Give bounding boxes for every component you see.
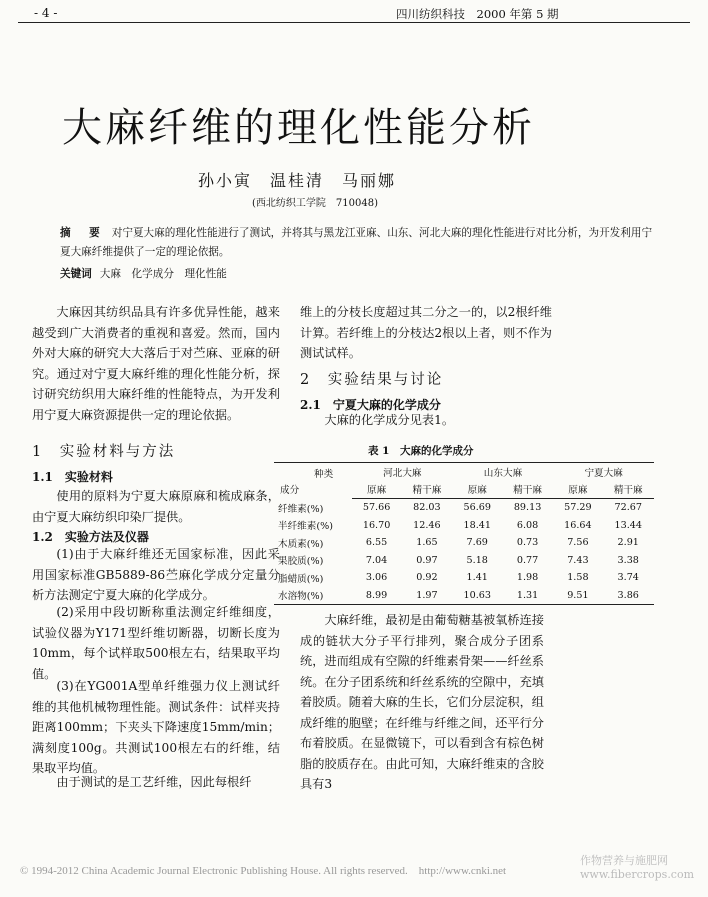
table-cell: 57.66 xyxy=(362,502,391,514)
row-label: 脂蜡质(%) xyxy=(278,573,324,585)
keywords xyxy=(60,266,227,281)
chemical-composition-table xyxy=(274,462,654,605)
row-label: 木质素(%) xyxy=(278,538,324,550)
table-cell: 56.69 xyxy=(463,502,491,514)
site-watermark xyxy=(580,854,694,882)
table-cell: 1.41 xyxy=(466,572,488,584)
watermark-line-1: 作物营养与施肥网 xyxy=(580,854,668,867)
method-paragraph-3: (3)在YG001A型单纤维强力仪上测试纤维的其他机械物理性能。测试条件：试样夹持距离100mm；下夹头下降速度15mm/min；满刻度100g。共测试100根左右的纤维，结果取平均值。 xyxy=(32,679,280,775)
section-2-heading: 2 实验结果与讨论 xyxy=(300,372,444,388)
watermark-line-2: www.fibercrops.com xyxy=(580,868,695,881)
section-1-1-text: 使用的原料为宁夏大麻原麻和梳成麻条，由宁夏大麻纺织印染厂提供。 xyxy=(32,489,280,524)
copyright-footer: © 1994-2012 China Academic Journal Electronic Publishing House. All rights reserved. http://www.cnki.net xyxy=(20,865,507,877)
row-label: 水溶物(%) xyxy=(274,587,352,605)
row-label: 纤维素(%) xyxy=(278,503,324,515)
table-cell: 16.64 xyxy=(564,519,592,531)
sub-header: 原麻 xyxy=(352,481,401,499)
table-cell: 3.86 xyxy=(602,587,654,605)
table-row xyxy=(274,499,654,517)
group-header: 山东大麻 xyxy=(453,463,554,481)
table-cell: 6.55 xyxy=(365,537,388,549)
abstract-label: 摘 要 xyxy=(60,227,104,239)
section-1-2-heading: 1.2 实验方法及仪器 xyxy=(32,530,149,544)
table-cell: 1.98 xyxy=(516,572,539,584)
table-corner xyxy=(274,463,352,499)
table-cell: 5.18 xyxy=(466,554,488,566)
keywords-text: 大麻 化学成分 理化性能 xyxy=(99,268,227,280)
table-cell: 3.74 xyxy=(617,572,639,584)
table-cell: 72.67 xyxy=(614,502,642,514)
continued-paragraph: 维上的分枝长度超过其二分之一的，以2根纤维计算。若纤维上的分枝达2根以上者，则不作为测试试样。 xyxy=(300,305,552,360)
table-cell: 18.41 xyxy=(463,519,491,531)
sub-header: 精干麻 xyxy=(502,481,554,499)
table-cell: 9.51 xyxy=(553,587,602,605)
discussion-paragraph: 大麻纤维，最初是由葡萄糖基被氧桥连接成的链状大分子平行排列，聚合成分子团系统，进而组成有空隙的纤维素骨架——纤丝系统。在分子团系统和纤丝系统的空隙中，充填着胶质。随着大麻的生长，它们分层淀积，组成纤维的胞壁；在纤维与纤维之间，还平行分布着胶质。在显微镜下，可以看到含有棕色树脂的胶质存在。由此可知，大麻纤维束的含胶具有3 xyxy=(300,613,544,791)
table-cell: 0.77 xyxy=(516,554,539,566)
group-header: 宁夏大麻 xyxy=(553,463,654,481)
corner-bottom-label: 成分 xyxy=(280,484,300,496)
table-cell: 12.46 xyxy=(413,519,441,531)
table-row xyxy=(274,534,654,552)
table-caption: 表 1 大麻的化学成分 xyxy=(368,445,474,457)
row-label: 半纤维素(%) xyxy=(278,521,333,533)
table-row xyxy=(274,517,654,535)
method-paragraph-2: (2)采用中段切断称重法测定纤维细度，试验仪器为Y171型纤维切断器，切断长度为10mm，每个试样取500根左右，结果取平均值。 xyxy=(32,605,280,681)
sub-header: 精干麻 xyxy=(401,481,453,499)
section-1-1-heading: 1.1 实验材料 xyxy=(32,470,113,484)
header-rule xyxy=(18,22,690,23)
sub-header: 精干麻 xyxy=(602,481,654,499)
table-cell: 7.43 xyxy=(567,554,589,566)
table-cell: 89.13 xyxy=(513,502,542,514)
article-title: 大麻纤维的理化性能分析 xyxy=(62,105,535,151)
row-label: 果胶质(%) xyxy=(278,556,324,568)
keywords-label: 关键词 xyxy=(60,268,92,280)
table-cell: 10.63 xyxy=(453,587,502,605)
authors: 孙小寅 温桂清 马丽娜 xyxy=(198,171,397,190)
table-cell: 13.44 xyxy=(614,519,642,531)
table-cell: 0.92 xyxy=(416,572,438,584)
table-cell: 82.03 xyxy=(413,502,441,514)
table-cell: 1.65 xyxy=(416,537,438,549)
corner-top-label: 种类 xyxy=(314,468,334,480)
page-number: - 4 - xyxy=(34,6,58,20)
method-paragraph-1: (1)由于大麻纤维还无国家标准，因此采用国家标准GB5889-86苎麻化学成分定量分析方法测定宁夏大麻的化学成分。 xyxy=(32,547,280,602)
intro-paragraph: 大麻因其纺织品具有许多优异性能，越来越受到广大消费者的重视和喜爱。然而，国内外对大麻的研究大大落后于对苎麻、亚麻的研究。通过对宁夏大麻纤维的理化性能分析，探讨研究纺织用大麻纤维的性能特点，为开发利用宁夏大麻资源提供一定的理论依据。 xyxy=(32,305,280,422)
abstract xyxy=(60,224,658,262)
section-2-1-heading: 2.1 宁夏大麻的化学成分 xyxy=(300,398,441,412)
table-cell: 3.06 xyxy=(365,572,388,584)
table-cell: 16.70 xyxy=(362,519,391,531)
table-row xyxy=(274,569,654,587)
sub-header: 原麻 xyxy=(553,481,602,499)
table-row xyxy=(274,587,654,605)
affiliation: (西北纺织工学院 710048) xyxy=(252,198,378,209)
table-cell: 1.31 xyxy=(502,587,554,605)
table-cell: 7.56 xyxy=(567,537,589,549)
table-cell: 3.38 xyxy=(617,554,639,566)
table-cell: 7.69 xyxy=(466,537,488,549)
table-cell: 1.97 xyxy=(401,587,453,605)
table-cell: 57.29 xyxy=(564,502,592,514)
table-cell: 7.04 xyxy=(365,554,388,566)
abstract-text: 对宁夏大麻的理化性能进行了测试，并将其与黑龙江亚麻、山东、河北大麻的理化性能进行对比分析，为开发利用宁夏大麻纤维提供了一定的理论依据。 xyxy=(60,227,653,258)
group-header: 河北大麻 xyxy=(352,463,453,481)
table-cell: 8.99 xyxy=(352,587,401,605)
method-paragraph-4: 由于测试的是工艺纤维，因此每根纤 xyxy=(56,775,252,789)
section-2-1-text: 大麻的化学成分见表1。 xyxy=(324,413,455,427)
table-cell: 0.73 xyxy=(516,537,539,549)
table-cell: 0.97 xyxy=(416,554,438,566)
table-row xyxy=(274,552,654,570)
sub-header: 原麻 xyxy=(453,481,502,499)
journal-header: 四川纺织科技 2000 年第 5 期 xyxy=(396,7,559,21)
table-cell: 2.91 xyxy=(617,537,639,549)
section-1-heading: 1 实验材料与方法 xyxy=(32,444,176,460)
table-cell: 6.08 xyxy=(516,519,539,531)
table-cell: 1.58 xyxy=(567,572,589,584)
